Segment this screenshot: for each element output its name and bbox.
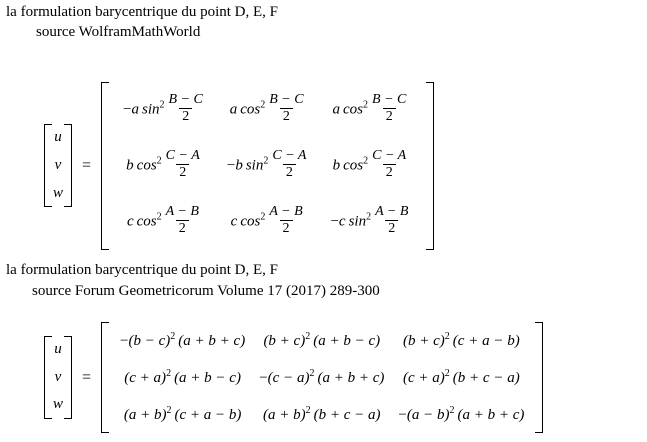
bracket-right-icon xyxy=(535,322,543,433)
cell-function: cos xyxy=(343,101,364,118)
vector-component-u: u xyxy=(54,340,62,357)
cell-sign: − xyxy=(259,370,268,386)
cell-sign: − xyxy=(123,101,132,118)
fraction-numerator: B − C xyxy=(269,92,304,107)
fraction-numerator: C − A xyxy=(165,147,200,163)
cell-exponent: 2 xyxy=(305,331,311,342)
cell-factor-1: (b + c) xyxy=(263,333,306,349)
block1-heading: la formulation barycentrique du point D, E, F xyxy=(6,4,279,20)
matrix-2 xyxy=(101,322,543,433)
fraction-denominator: 2 xyxy=(280,108,293,126)
cell-exponent: 2 xyxy=(444,331,450,342)
cell-fraction xyxy=(163,204,202,238)
cell-factor-2: (b + c − a) xyxy=(313,407,381,423)
matrix-row xyxy=(113,138,422,194)
matrix-cell xyxy=(320,82,422,138)
cell-sign: − xyxy=(226,157,236,174)
matrix-row xyxy=(113,359,531,396)
cell-factor-2: (c + a − b) xyxy=(174,407,242,423)
cell-factor-1: (b + c) xyxy=(403,333,445,349)
bracket-right-icon xyxy=(64,124,72,207)
matrix-cell xyxy=(391,322,531,359)
vector-component-w: w xyxy=(53,184,64,201)
cell-function: cos xyxy=(136,157,157,174)
cell-sign: − xyxy=(120,333,129,349)
bracket-right-icon xyxy=(426,82,434,250)
cell-function: cos xyxy=(240,101,261,118)
cell-exponent: 2 xyxy=(260,211,266,223)
cell-factor-2: (c + a − b) xyxy=(452,333,520,349)
cell-fraction xyxy=(269,148,309,182)
cell-coefficient: a xyxy=(332,101,341,118)
cell-exponent: 2 xyxy=(159,99,165,111)
cell-exponent: 2 xyxy=(366,211,372,223)
matrix-row xyxy=(113,194,422,250)
fraction-numerator: A − B xyxy=(165,203,199,219)
cell-coefficient: c xyxy=(230,213,238,230)
equals-sign-2: = xyxy=(82,368,92,386)
cell-exponent: 2 xyxy=(156,211,162,223)
cell-coefficient: b xyxy=(126,157,134,174)
cell-coefficient: b xyxy=(235,157,243,174)
matrix-row xyxy=(113,82,422,138)
fraction-denominator: 2 xyxy=(280,220,293,238)
cell-factor-2: (a + b − c) xyxy=(174,370,241,386)
cell-fraction xyxy=(369,92,409,126)
cell-function: sin xyxy=(245,157,264,174)
matrix-cell xyxy=(252,359,391,396)
cell-coefficient: c xyxy=(126,213,134,230)
equals-sign-1: = xyxy=(82,156,92,174)
cell-sign: − xyxy=(330,213,339,230)
matrix-cell xyxy=(113,396,252,433)
vector-component-u: u xyxy=(54,129,62,146)
cell-factor-2: (b + c − a) xyxy=(452,370,520,386)
cell-fraction xyxy=(166,92,206,126)
fraction-numerator: C − A xyxy=(372,147,407,163)
cell-factor-1: (b − c) xyxy=(128,333,171,349)
cell-exponent: 2 xyxy=(263,155,269,167)
column-vector-uvw-2 xyxy=(44,336,72,419)
matrix-cell xyxy=(391,359,531,396)
cell-exponent: 2 xyxy=(449,405,455,416)
matrix-cell xyxy=(113,322,252,359)
cell-factor-1: (a − b) xyxy=(406,407,450,423)
cell-exponent: 2 xyxy=(260,99,266,111)
fraction-denominator: 2 xyxy=(176,164,189,182)
cell-exponent: 2 xyxy=(166,405,172,416)
cell-coefficient: c xyxy=(338,213,346,230)
cell-fraction xyxy=(369,148,409,182)
cell-factor-1: (c − a) xyxy=(267,370,310,386)
cell-exponent: 2 xyxy=(444,368,450,379)
cell-function: cos xyxy=(343,157,364,174)
block2-heading: la formulation barycentrique du point D, E, F xyxy=(6,262,279,278)
matrix-cell xyxy=(252,396,391,433)
bracket-left-icon xyxy=(101,82,109,250)
cell-function: cos xyxy=(240,213,261,230)
cell-fraction xyxy=(372,204,411,238)
cell-factor-1: (c + a) xyxy=(124,370,167,386)
cell-coefficient: a xyxy=(229,101,238,118)
vector-component-v: v xyxy=(54,156,62,173)
bracket-left-icon xyxy=(101,322,109,433)
cell-factor-1: (c + a) xyxy=(403,370,445,386)
cell-factor-1: (a + b) xyxy=(123,407,167,423)
cell-function: sin xyxy=(142,101,160,118)
matrix-cell xyxy=(320,138,422,194)
fraction-denominator: 2 xyxy=(179,108,192,126)
cell-exponent: 2 xyxy=(363,155,369,167)
fraction-numerator: A − B xyxy=(375,203,409,219)
matrix-row xyxy=(113,396,531,433)
cell-exponent: 2 xyxy=(156,155,162,167)
matrix-cell xyxy=(113,138,217,194)
fraction-denominator: 2 xyxy=(383,108,396,126)
barycentric-equation-2 xyxy=(44,322,543,433)
fraction-denominator: 2 xyxy=(176,220,189,238)
matrix-cell xyxy=(113,82,217,138)
bracket-right-icon xyxy=(64,336,72,419)
matrix-cell xyxy=(391,396,531,433)
barycentric-equation-1 xyxy=(44,82,434,250)
fraction-numerator: C − A xyxy=(272,147,307,163)
fraction-denominator: 2 xyxy=(385,220,398,238)
matrix-cell xyxy=(217,194,321,250)
cell-factor-2: (a + b − c) xyxy=(313,333,381,349)
bracket-left-icon xyxy=(44,124,52,207)
column-vector-uvw-1 xyxy=(44,124,72,207)
cell-function: sin xyxy=(348,213,367,230)
cell-exponent: 2 xyxy=(166,368,172,379)
cell-function: cos xyxy=(136,213,157,230)
cell-factor-2: (a + b + c) xyxy=(178,333,246,349)
cell-sign: − xyxy=(398,407,407,423)
cell-factor-1: (a + b) xyxy=(263,407,306,423)
block2-source: source Forum Geometricorum Volume 17 (2017) 289-300 xyxy=(32,283,380,299)
cell-fraction xyxy=(163,148,203,182)
matrix-cell xyxy=(252,322,391,359)
fraction-numerator: B − C xyxy=(168,92,203,107)
fraction-denominator: 2 xyxy=(383,164,396,182)
vector-component-w: w xyxy=(53,396,64,413)
matrix-cell xyxy=(320,194,422,250)
cell-factor-2: (a + b + c) xyxy=(317,370,385,386)
cell-fraction xyxy=(266,204,305,238)
cell-exponent: 2 xyxy=(170,331,176,342)
cell-coefficient: a xyxy=(131,101,140,118)
matrix-cell xyxy=(113,359,252,396)
fraction-denominator: 2 xyxy=(283,164,296,182)
cell-coefficient: b xyxy=(332,157,341,174)
vector-component-v: v xyxy=(54,368,62,385)
matrix-1 xyxy=(101,82,434,250)
cell-exponent: 2 xyxy=(363,99,369,111)
matrix-row xyxy=(113,322,531,359)
matrix-cell xyxy=(217,82,321,138)
fraction-numerator: B − C xyxy=(372,92,407,107)
cell-exponent: 2 xyxy=(305,405,311,416)
matrix-cell xyxy=(113,194,217,250)
bracket-left-icon xyxy=(44,336,52,419)
matrix-cell xyxy=(217,138,321,194)
block1-source: source WolframMathWorld xyxy=(36,24,201,40)
cell-fraction xyxy=(266,92,306,126)
cell-exponent: 2 xyxy=(309,368,315,379)
cell-factor-2: (a + b + c) xyxy=(457,407,525,423)
fraction-numerator: A − B xyxy=(269,203,303,219)
